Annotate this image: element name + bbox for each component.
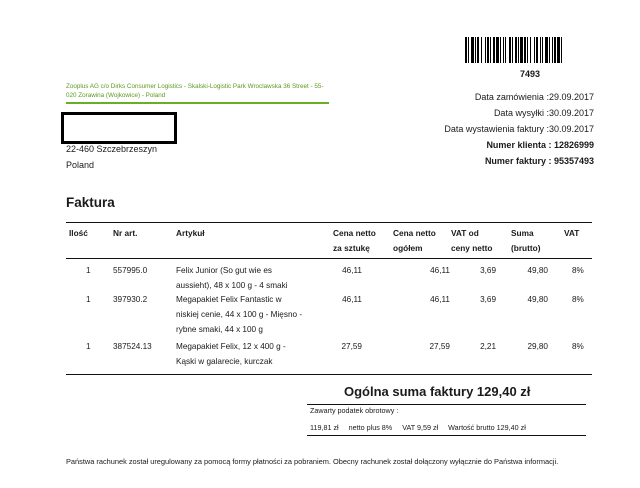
order-date: Data zamówienia :29.09.2017 — [474, 92, 594, 102]
col-header-vat-amount-line1: VAT od — [451, 228, 479, 238]
row3-vat-rate: 8% — [572, 342, 584, 351]
tax-breakdown — [310, 423, 534, 432]
client-number: Numer klienta : 12826999 — [486, 140, 594, 150]
tax-gross: Wartość brutto 129,40 zł — [448, 423, 526, 432]
tax-included-label: Zawarty podatek obrotowy : — [310, 406, 399, 415]
invoice-date: Data wystawienia faktury :30.09.2017 — [444, 124, 594, 134]
col-header-total-net-line1: Cena netto — [393, 228, 436, 238]
col-header-qty: Ilość — [69, 228, 88, 238]
col-header-vat-amount-line2: ceny netto — [451, 243, 493, 253]
order-number: 7493 — [519, 69, 541, 79]
tax-vat: VAT 9,59 zł — [402, 423, 439, 432]
row3-qty: 1 — [86, 342, 91, 351]
row2-total-net: 46,11 — [430, 295, 450, 304]
col-header-total-net-line2: ogółem — [393, 243, 423, 253]
row1-desc-line2: aussieht), 48 x 100 g - 4 smaki — [176, 281, 288, 290]
col-header-gross-line1: Suma — [511, 228, 534, 238]
row3-vat-amount: 2,21 — [480, 342, 496, 351]
row3-article-no: 387524.13 — [113, 342, 152, 351]
row1-vat-amount: 3,69 — [480, 266, 496, 275]
sender-divider — [66, 102, 329, 104]
sender-address: Zooplus AG c/o Dirks Consumer Logistics - Skalski-Logistic Park Wroclawska 36 Street - 55-020 Zorawina (Wojkowice) - Poland — [66, 83, 324, 99]
row2-vat-rate: 8% — [572, 295, 584, 304]
col-header-vat-amount — [451, 226, 493, 256]
row1-gross: 49,80 — [527, 266, 548, 275]
document-title: Faktura — [66, 195, 115, 210]
col-header-gross-line2: (brutto) — [511, 243, 541, 253]
row3-gross: 29,80 — [527, 342, 548, 351]
invoice-number: Numer faktury : 95357493 — [484, 156, 594, 166]
row1-desc-line1: Felix Junior (So gut wie es — [176, 266, 273, 275]
col-header-total-net — [393, 226, 436, 256]
row3-description — [176, 339, 286, 369]
tax-net-amount: 119,81 zł — [310, 423, 339, 432]
row1-qty: 1 — [86, 266, 91, 275]
row2-desc-line1: Megapakiet Felix Fantastic w — [176, 295, 282, 304]
tax-net-rate: netto plus 8% — [348, 423, 393, 432]
barcode — [465, 37, 590, 63]
col-header-unit-net — [333, 226, 376, 256]
row2-description — [176, 292, 302, 337]
row1-unit-net: 46,11 — [342, 266, 362, 275]
ship-date: Data wysyłki :30.09.2017 — [493, 108, 594, 118]
grand-total: Ogólna suma faktury 129,40 zł — [344, 384, 531, 399]
payment-note: Państwa rachunek został uregulowany za pomocą formy płatności za pobraniem. Obecny rachunek został dołączony wyłącznie do Państwa informacji. — [66, 457, 559, 466]
row1-article-no: 557995.0 — [113, 266, 148, 275]
col-header-article: Artykuł — [176, 228, 205, 238]
table-bottom-rule — [66, 374, 592, 375]
row3-desc-line1: Megapakiet Felix, 12 x 400 g - — [176, 342, 286, 351]
row1-total-net: 46,11 — [430, 266, 450, 275]
col-header-gross — [511, 226, 541, 256]
row2-qty: 1 — [86, 295, 91, 304]
row2-article-no: 397930.2 — [113, 295, 148, 304]
row2-vat-amount: 3,69 — [480, 295, 496, 304]
row1-vat-rate: 8% — [572, 266, 584, 275]
table-header-rule — [66, 258, 592, 259]
col-header-unit-net-line1: Cena netto — [333, 228, 376, 238]
row2-unit-net: 46,11 — [342, 295, 362, 304]
row2-gross: 49,80 — [527, 295, 548, 304]
col-header-unit-net-line2: za sztukę — [333, 243, 370, 253]
row3-total-net: 27,59 — [429, 342, 450, 351]
recipient-country: Poland — [66, 160, 95, 170]
row1-description — [176, 263, 288, 293]
invoice-meta — [444, 89, 594, 169]
col-header-article-no: Nr art. — [113, 228, 138, 238]
recipient-city: 22-460 Szczebrzeszyn — [66, 144, 158, 154]
redacted-recipient-name — [61, 112, 177, 144]
row2-desc-line3: rybne smaki, 44 x 100 g — [176, 325, 263, 334]
table-top-rule — [66, 222, 592, 223]
row3-desc-line2: Kąski w galarecie, kurczak — [176, 357, 273, 366]
row2-desc-line2: niskiej cenie, 44 x 100 g - Mięsno - — [176, 310, 303, 319]
row3-unit-net: 27,59 — [341, 342, 362, 351]
col-header-vat-rate: VAT — [564, 228, 580, 238]
